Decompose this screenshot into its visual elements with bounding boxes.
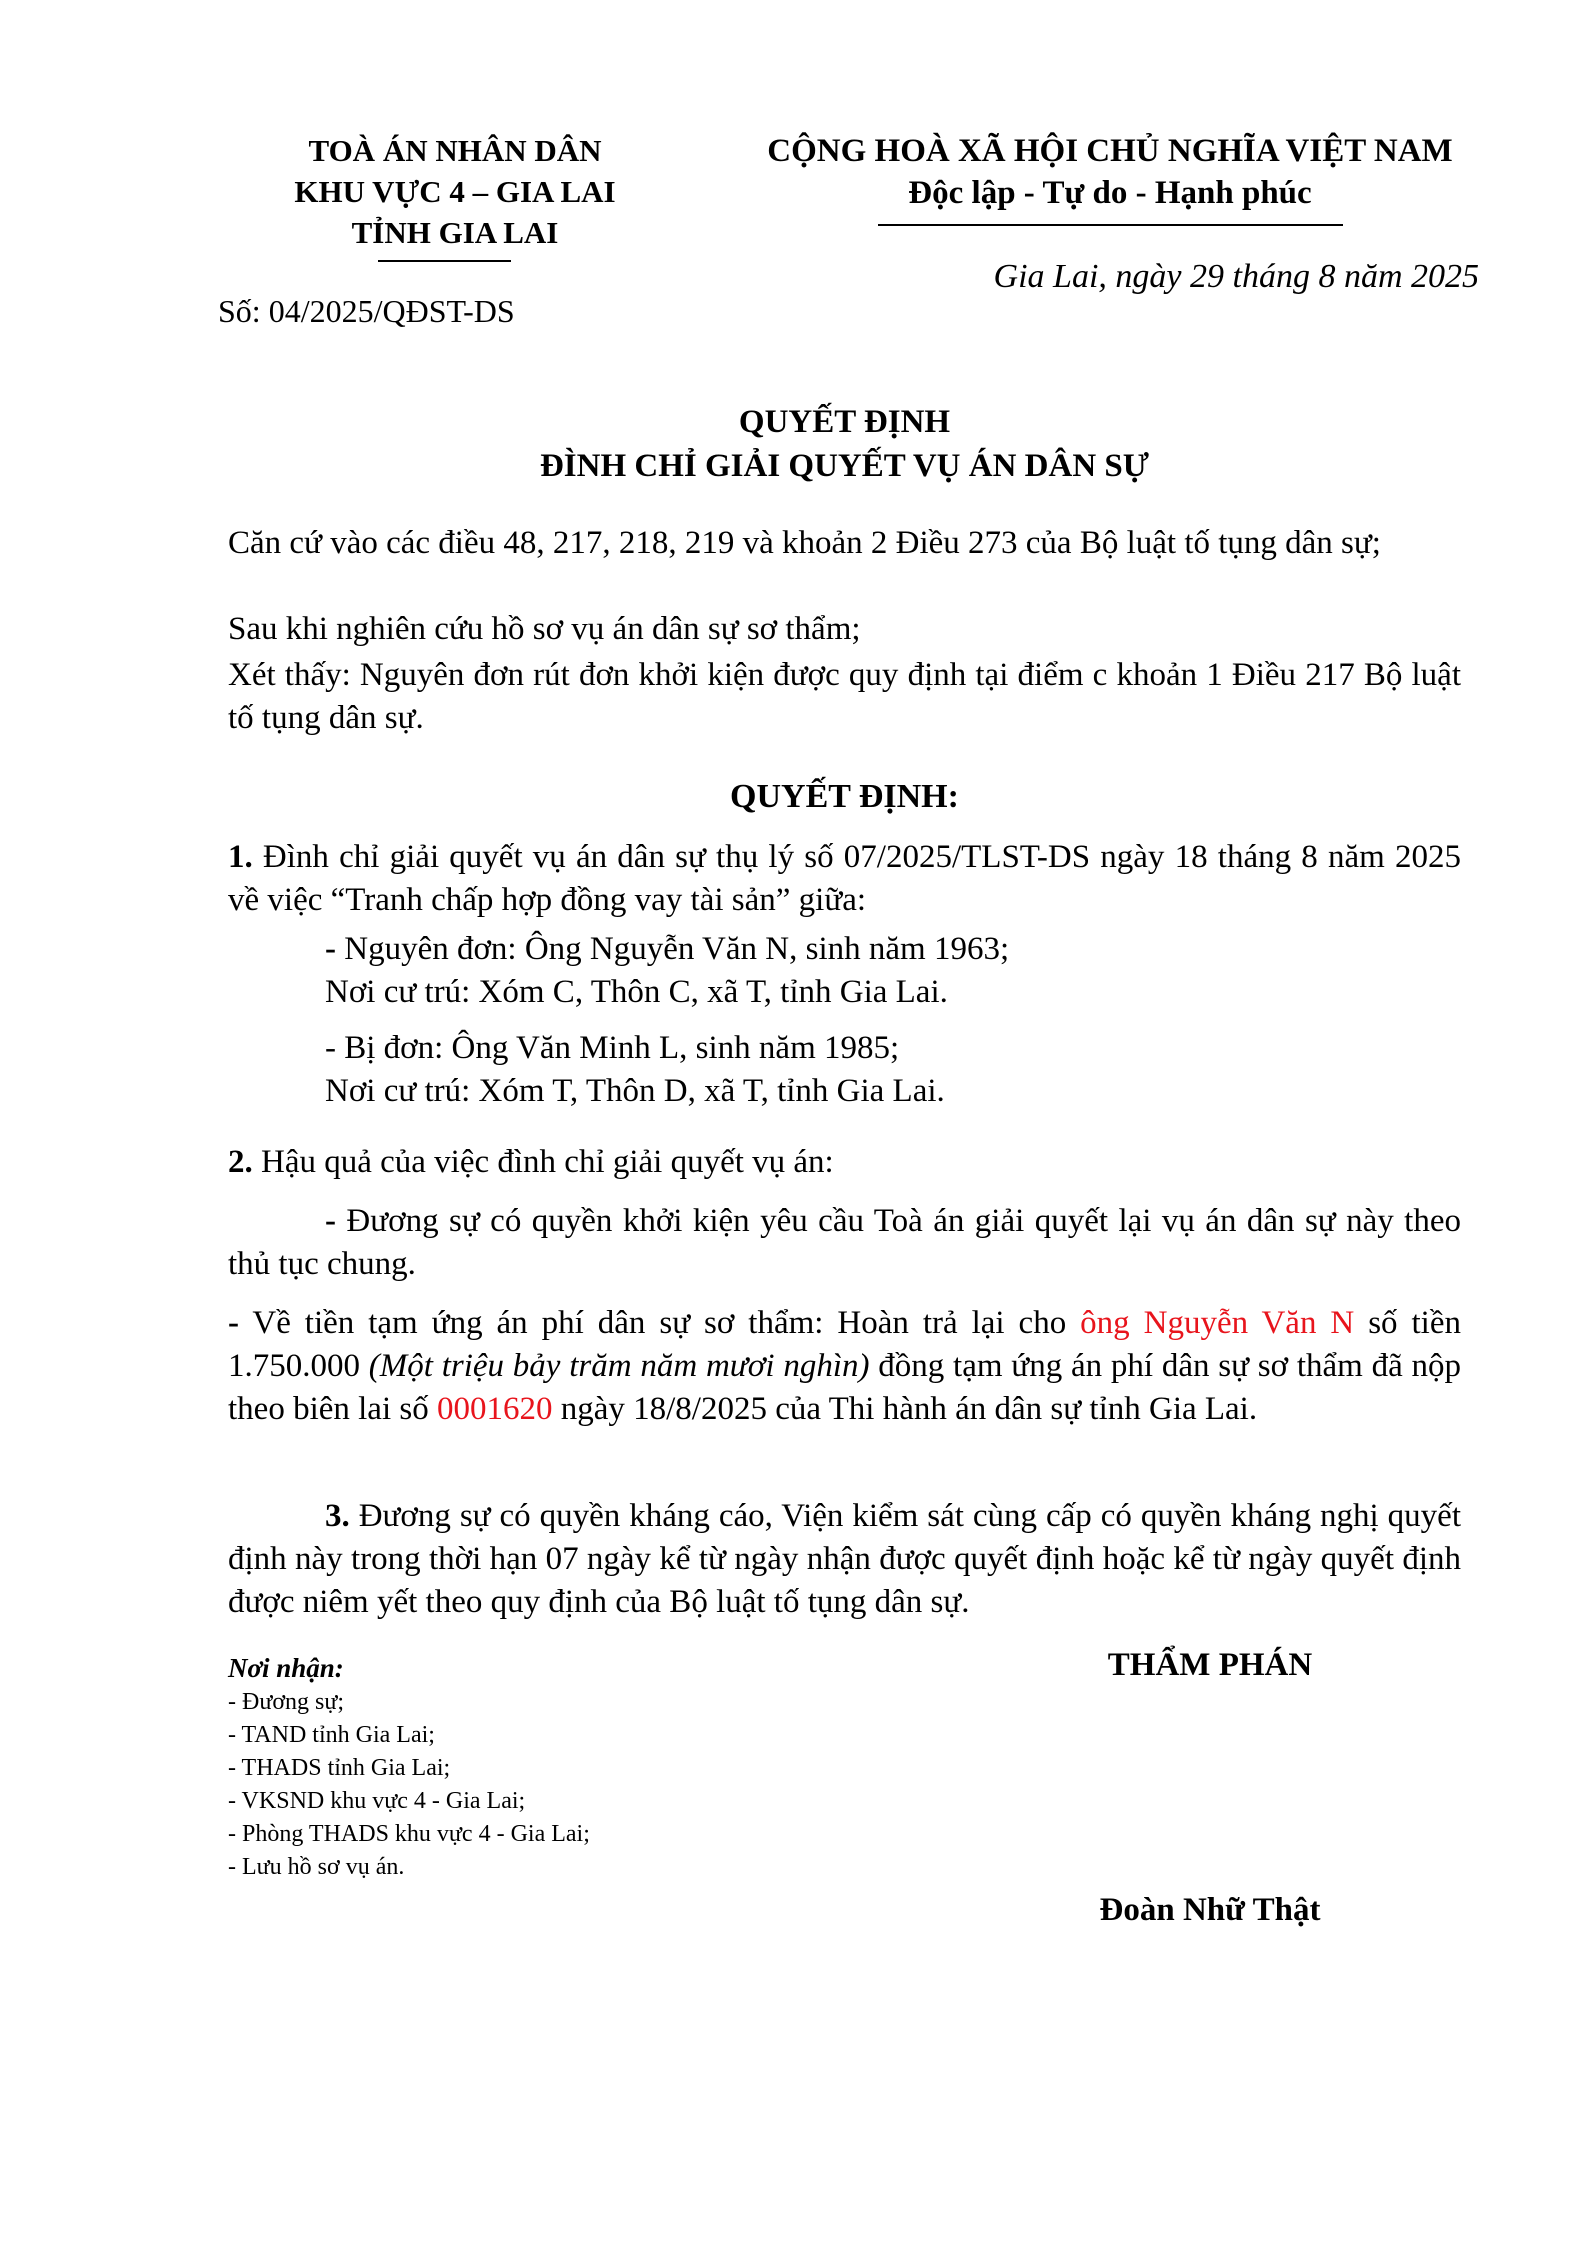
bullet-2-text-a: Về tiền tạm ứng án phí dân sự sơ thẩm: Hoàn trả lại cho xyxy=(239,1305,1081,1341)
recipient-item: - THADS tỉnh Gia Lai; xyxy=(228,1755,451,1781)
bullet-2-text-b: số tiền 1.750.000 xyxy=(228,1305,1461,1384)
bullet-2-text-c: đồng tạm ứng án phí dân sự sơ thẩm đã nộp theo biên lai số xyxy=(228,1348,1462,1427)
item-1-paragraph xyxy=(228,836,1461,922)
court-header xyxy=(220,130,690,253)
recipients-heading: Nơi nhận: xyxy=(228,1653,344,1683)
title-line2: ĐÌNH CHỈ GIẢI QUYẾT VỤ ÁN DÂN SỰ xyxy=(539,448,1150,484)
item-2-text: Hậu quả của việc đình chỉ giải quyết vụ án: xyxy=(252,1144,834,1180)
recipient-item: - Lưu hồ sơ vụ án. xyxy=(228,1854,405,1880)
item-1-number: 1. xyxy=(228,839,253,875)
signer-name: Đoàn Nhữ Thật xyxy=(1099,1892,1321,1928)
item-3-text: Đương sự có quyền kháng cáo, Viện kiểm sát cùng cấp có quyền kháng nghị quyết định này trong thời hạn 07 ngày kể từ ngày nhận được quyết định hoặc kể từ ngày quyết định được niêm yết theo quy định của Bộ luật tố tụng dân sự. xyxy=(228,1498,1461,1620)
consideration-paragraph: Xét thấy: Nguyên đơn rút đơn khởi kiện được quy định tại điểm c khoản 1 Điều 217 Bộ luật tố tụng dân sự. xyxy=(228,657,1461,736)
recipients-block xyxy=(228,1650,848,1884)
study-paragraph: Sau khi nghiên cứu hồ sơ vụ án dân sự sơ thẩm; xyxy=(228,611,861,647)
title-line1: QUYẾT ĐỊNH xyxy=(738,404,951,440)
nation-name: CỘNG HOÀ XÃ HỘI CHỦ NGHĨA VIỆT NAM xyxy=(767,133,1453,169)
amount-in-words: (Một triệu bảy trăm năm mươi nghìn) xyxy=(368,1348,870,1384)
court-name-line3: TỈNH GIA LAI xyxy=(351,215,559,250)
plaintiff-address: Nơi cư trú: Xóm C, Thôn C, xã T, tỉnh Gia Lai. xyxy=(325,974,948,1010)
bullet-2-dash: - xyxy=(228,1305,239,1341)
item-2-paragraph xyxy=(228,1141,1461,1184)
recipient-item: - TAND tỉnh Gia Lai; xyxy=(228,1722,435,1748)
legal-basis-paragraph: Căn cứ vào các điều 48, 217, 218, 219 và khoản 2 Điều 273 của Bộ luật tố tụng dân sự; xyxy=(228,525,1381,561)
item-1-text: Đình chỉ giải quyết vụ án dân sự thụ lý số 07/2025/TLST-DS ngày 18 tháng 8 năm 2025 về việc “Tranh chấp hợp đồng vay tài sản” giữa: xyxy=(228,839,1461,918)
defendant-address: Nơi cư trú: Xóm T, Thôn D, xã T, tỉnh Gia Lai. xyxy=(325,1073,945,1109)
bullet-2-text-d: ngày 18/8/2025 của Thi hành án dân sự tỉnh Gia Lai. xyxy=(552,1391,1258,1427)
plaintiff-line xyxy=(325,928,1009,971)
national-motto-header xyxy=(730,130,1490,214)
receipt-number: 0001620 xyxy=(436,1391,553,1427)
bullet-1-dash: - xyxy=(325,1203,336,1239)
defendant-line: - Bị đơn: Ông Văn Minh L, sinh năm 1985; xyxy=(325,1030,900,1066)
court-underline xyxy=(378,260,511,262)
consequence-bullet-2 xyxy=(228,1302,1461,1431)
nation-motto: Độc lập - Tự do - Hạnh phúc xyxy=(908,175,1312,211)
recipient-item: - Phòng THADS khu vực 4 - Gia Lai; xyxy=(228,1821,590,1847)
item-3-paragraph xyxy=(228,1495,1461,1624)
decision-heading: QUYẾT ĐỊNH: xyxy=(730,778,959,815)
refund-recipient-name: ông Nguyễn Văn N xyxy=(1080,1305,1355,1341)
plaintiff-dash: - xyxy=(325,931,336,967)
signer-role: THẨM PHÁN xyxy=(1107,1647,1313,1683)
document-number: Số: 04/2025/QĐST-DS xyxy=(218,293,515,329)
bullet-1-text: Đương sự có quyền khởi kiện yêu cầu Toà án giải quyết lại vụ án dân sự này theo thủ tục chung. xyxy=(228,1203,1461,1282)
item-2-number: 2. xyxy=(228,1144,253,1180)
motto-underline xyxy=(878,224,1343,226)
place-date: Gia Lai, ngày 29 tháng 8 năm 2025 xyxy=(993,258,1479,295)
item-3-number: 3. xyxy=(325,1498,350,1534)
court-name-line1: TOÀ ÁN NHÂN DÂN xyxy=(308,133,602,168)
consequence-bullet-1 xyxy=(228,1200,1461,1286)
decision-title xyxy=(228,400,1461,488)
plaintiff-text: Nguyên đơn: Ông Nguyễn Văn N, sinh năm 1963; xyxy=(336,931,1010,967)
recipient-item: - VKSND khu vực 4 - Gia Lai; xyxy=(228,1788,526,1814)
court-name-line2: KHU VỰC 4 – GIA LAI xyxy=(294,174,616,209)
recipient-item: - Đương sự; xyxy=(228,1689,345,1715)
